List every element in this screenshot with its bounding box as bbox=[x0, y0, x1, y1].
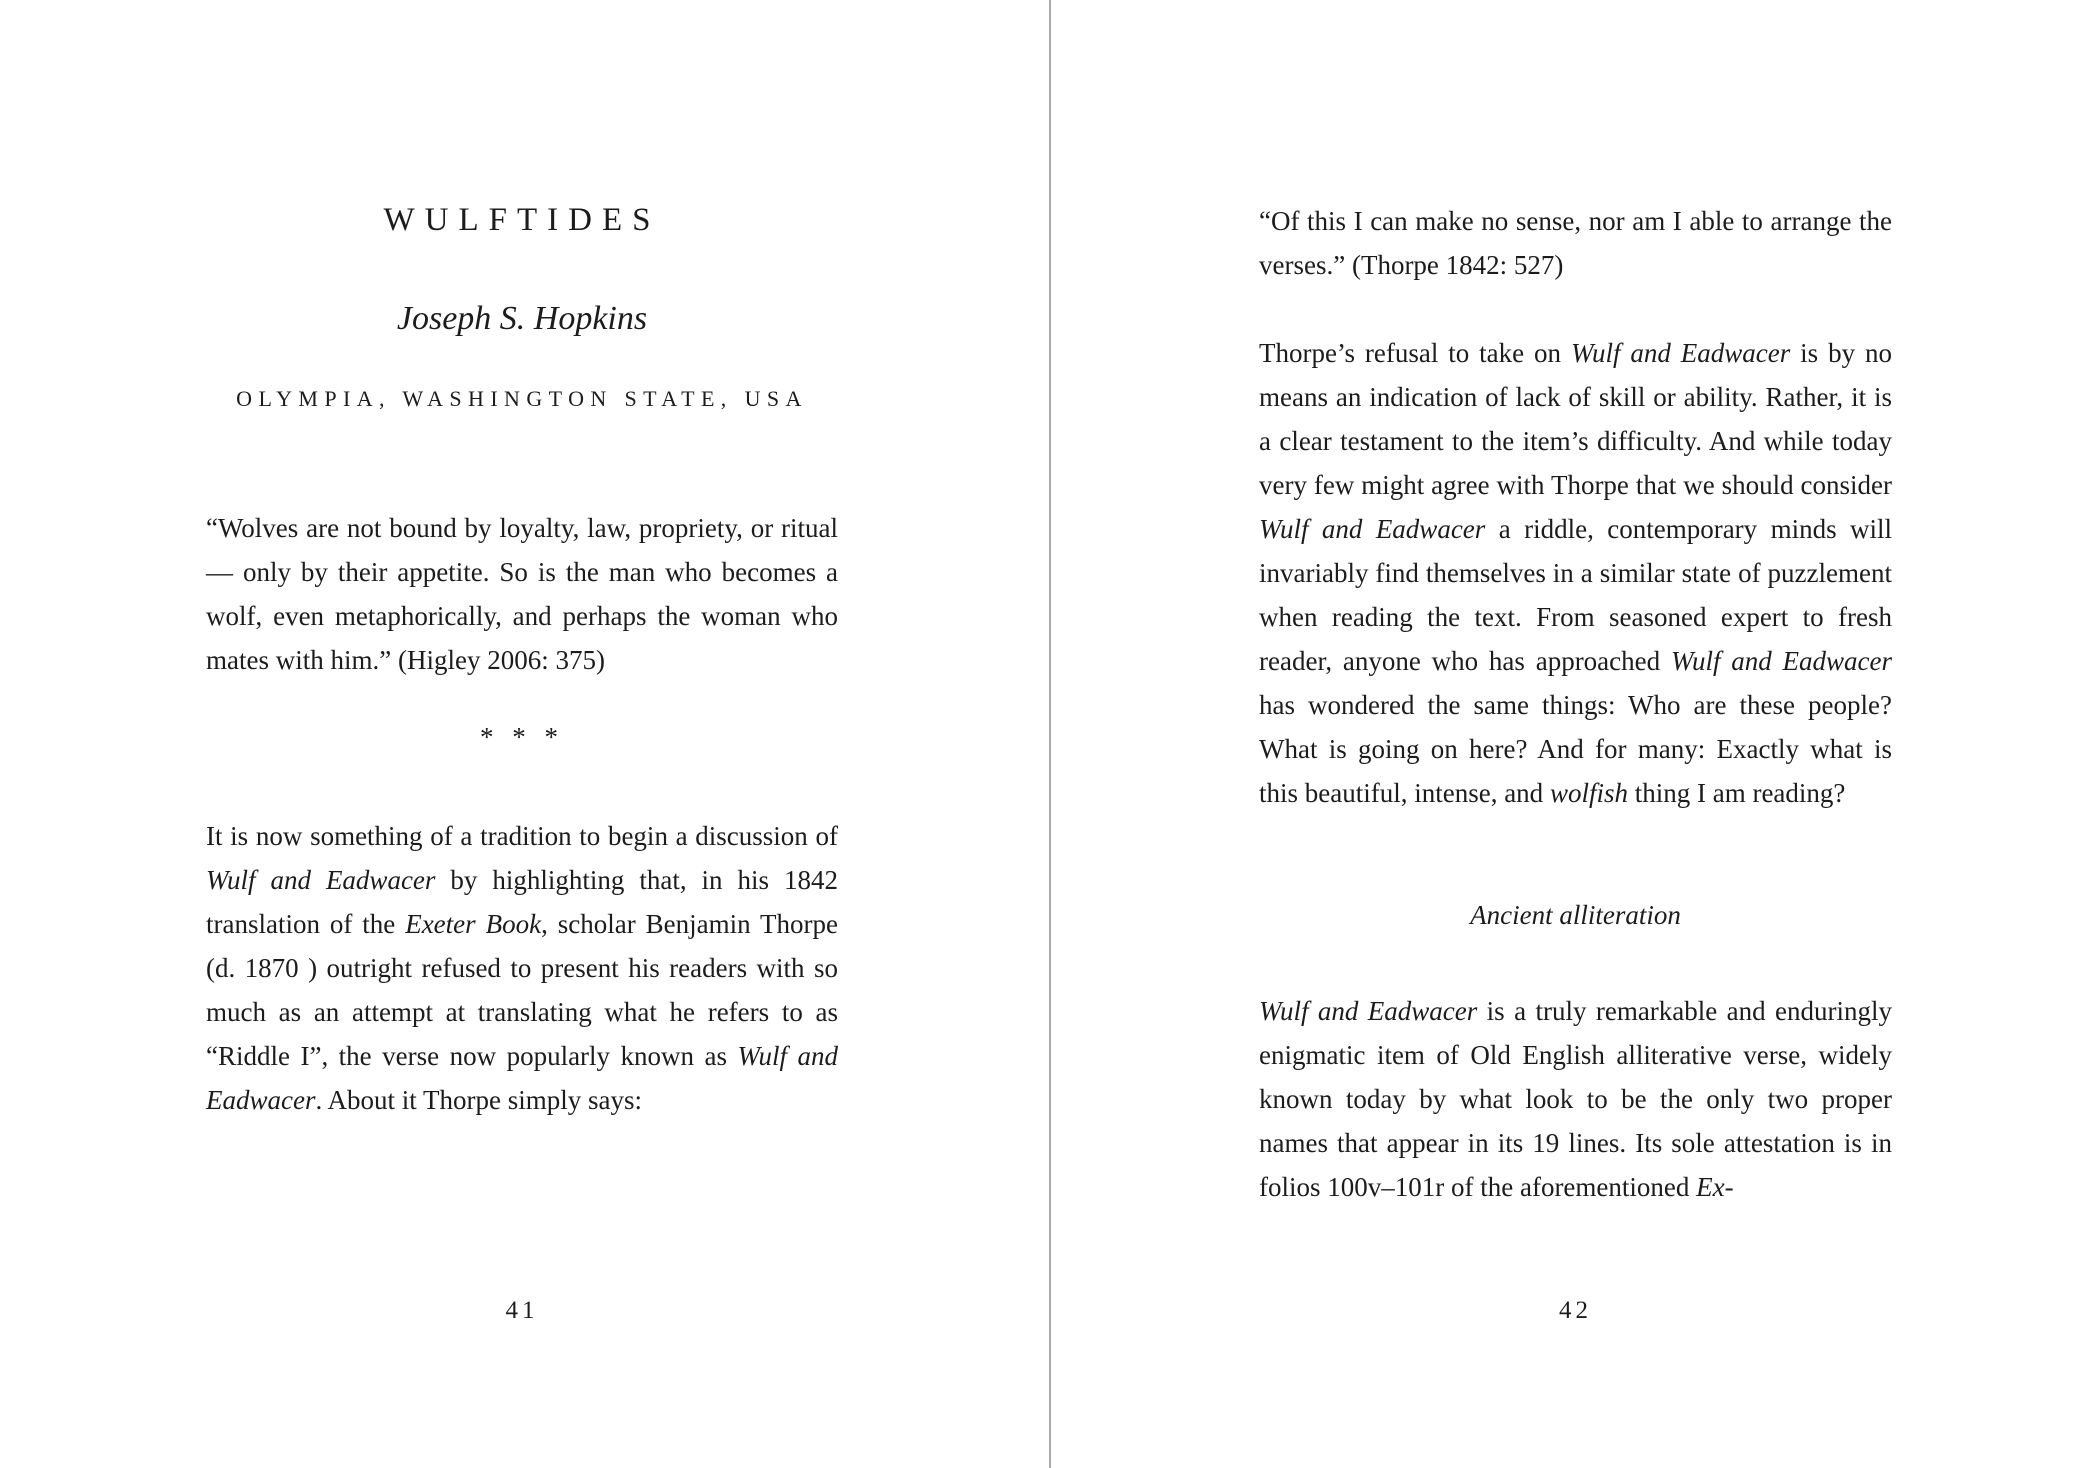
italic-title: Wulf and Eadwacer bbox=[206, 1041, 838, 1115]
page-number: 42 bbox=[1559, 1297, 1592, 1324]
block-quote: “Of this I can make no sense, nor am I able to arrange the verses.” (Thorpe 1842: 527) bbox=[1259, 206, 1892, 280]
paragraph-body: Thorpe’s refusal to take on Wulf and Eadwacer is by no means an indication of lack of skill or ability. Rather, it is a clear testament to the item’s difficulty. And while today very few might agree with Thorpe that we should consider Wulf and Eadwacer a riddle, contemporary minds will invariably find themselves in a similar state of puzzlement when reading the text. From seasoned expert to fresh reader, anyone who has approached Wulf and Eadwacer has wondered the same things: Who are these people? What is going on here? And for many: Exactly what is this beautiful, intense, and wolfish thing I am reading? bbox=[1259, 338, 1893, 808]
section-subheading: Ancient alliteration bbox=[1470, 900, 1681, 930]
italic-title: Wulf and Eadwacer bbox=[206, 865, 436, 895]
italic-word: wolfish bbox=[1549, 778, 1628, 808]
paragraph-section: Wulf and Eadwacer is a truly remarkable and enduringly enigmatic item of Old English alliterative verse, widely known today by what look to be the only two proper names that appear in its 19 lines. Its sole attestation is in folios 100v–101r of the aforementioned Ex- bbox=[1259, 996, 1893, 1202]
page-number: 41 bbox=[505, 1297, 539, 1324]
epigraph: “Wolves are not bound by loyalty, law, propriety, or ritual — only by their appetite. So is the man who becomes a wolf, even metaphorically, and perhaps the woman who mates with him.” (Higley 2006: 375) bbox=[206, 513, 838, 675]
author-name: Joseph S. Hopkins bbox=[396, 300, 648, 337]
italic-title: Exeter Book bbox=[405, 909, 542, 939]
paragraph-opening: It is now something of a tradition to begin a discussion of Wulf and Eadwacer by highlighting that, in his 1842 translation of the Exeter Book, scholar Benjamin Thorpe (d. 1870 ) outright refused to present his readers with so much as an attempt at translating what he refers to as “Riddle I”, the verse now popularly known as Wulf and Eadwacer. About it Thorpe simply says: bbox=[206, 821, 838, 1115]
left-page bbox=[206, 0, 838, 1468]
italic-title: Wulf and Eadwacer bbox=[1259, 514, 1486, 544]
italic-word: Ex- bbox=[1696, 1172, 1734, 1202]
right-page bbox=[1259, 0, 1892, 1468]
section-separator: * * * bbox=[480, 722, 564, 752]
page-gutter bbox=[1049, 0, 1051, 1468]
chapter-title: WULFTIDES bbox=[383, 202, 661, 238]
italic-title: Wulf and Eadwacer bbox=[1670, 646, 1892, 676]
italic-title: Wulf and Eadwacer bbox=[1259, 996, 1478, 1026]
author-location: OLYMPIA, WASHINGTON STATE, USA bbox=[236, 386, 808, 411]
italic-title: Wulf and Eadwacer bbox=[1570, 338, 1791, 368]
